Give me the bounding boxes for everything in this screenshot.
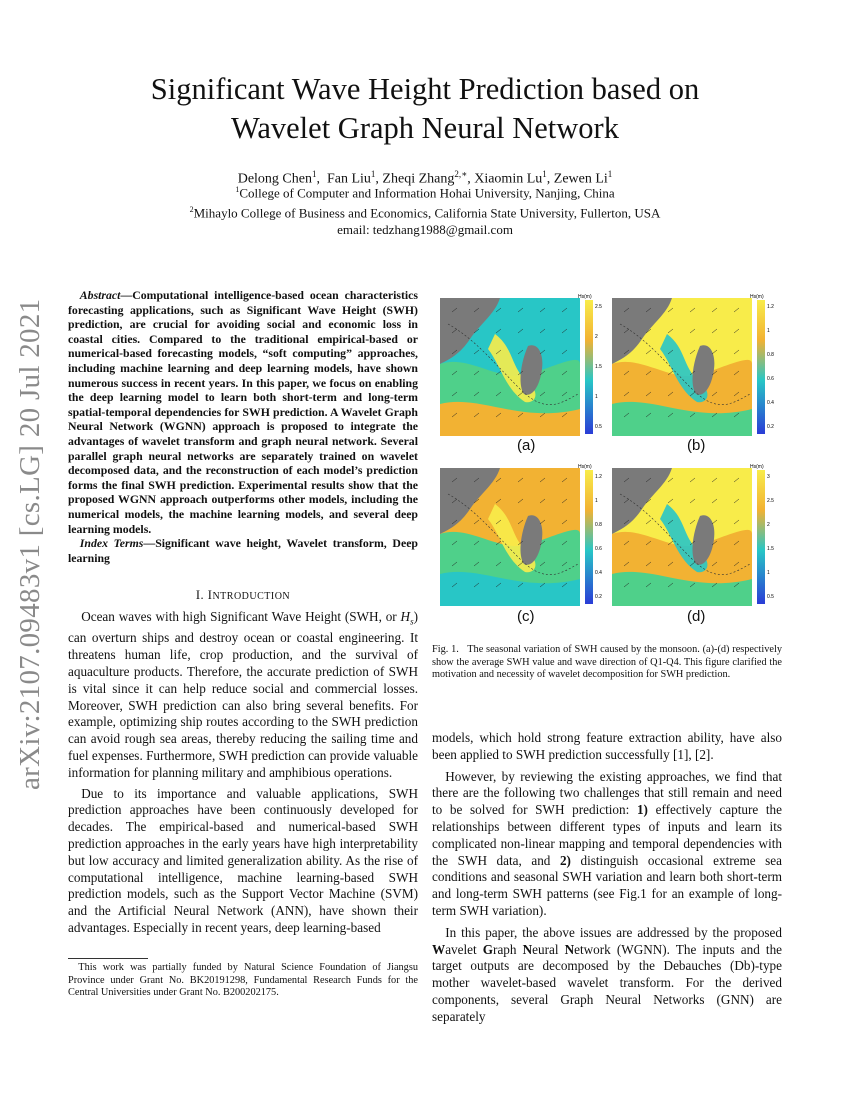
colorbar-tick-label: 0.6 (767, 376, 774, 382)
acronym-letter: N (522, 941, 533, 957)
colorbar-tick-label: 2.5 (595, 304, 602, 310)
colorbar-title: Hs(m) (578, 464, 592, 470)
colorbar-tick-label: 0.8 (767, 352, 774, 358)
section-title-cap: I (207, 588, 213, 602)
swh-map-panel (612, 464, 780, 606)
colorbar (757, 470, 765, 604)
colorbar-title: Hs(m) (578, 294, 592, 300)
abstract-paragraph (68, 288, 418, 536)
caption-text: The seasonal variation of SWH caused by the monsoon. (a)-(d) respectively show the average SWH value and wave direction of Q1-Q4. This figure clarified the motivation and necessity of wavelet decomposition for SWH prediction. (432, 644, 783, 681)
colorbar-tick-label: 0.4 (595, 570, 602, 576)
colorbar-tick-label: 0.5 (595, 424, 602, 430)
swh-map-panel (440, 464, 608, 606)
text-run: raph (493, 941, 523, 957)
enum-marker: 1) (636, 802, 648, 818)
index-terms-text: —Significant wave height, Wavelet transform, Deep learning (68, 536, 418, 565)
text-run: However, by reviewing the existing approaches, we find that there are the following two challenges that still remain and need to be solved for SWH prediction: (432, 768, 782, 818)
figure-caption (432, 644, 782, 682)
title-line-1: Significant Wave Height Prediction based on (150, 72, 700, 106)
author-affil-mark: 2,∗ (454, 169, 468, 179)
colorbar (585, 300, 593, 434)
swh-map (440, 464, 608, 606)
panel-label: (c) (517, 608, 535, 625)
text-run: Ocean waves with high Significant Wave Height (SWH, or (81, 609, 401, 624)
section-title-rest: NTRODUCTION (212, 591, 291, 602)
colorbar-title: Hs(m) (750, 464, 764, 470)
affiliation-2 (0, 205, 850, 221)
colorbar-tick-label: 1 (595, 498, 598, 504)
index-terms-lead: Index Terms (79, 536, 144, 551)
section-number: I. (195, 588, 205, 602)
author-list: Delong Chen$^1$, Fan Liu$^1$, Zheqi Zhang$^{2,∗}$, Xiaomin Lu$^1$, Zewen Li$^1$ (237, 169, 613, 187)
text-run: effectively capture the relationships between different types of inputs and learn its complicated non-linear mapping and temporal dependencies with the SWH data, and (432, 802, 782, 868)
affiliation-1 (0, 185, 850, 201)
text-run: distinguish occasional extreme sea conditions and seasonal SWH variation and learn both short-term and long-term SWH patterns (see Fig.1 for an example of long-term SWH variation). (432, 852, 782, 918)
index-terms (68, 536, 418, 565)
title-line-2: Wavelet Graph Neural Network (231, 111, 619, 145)
colorbar-tick-label: 1.2 (767, 304, 774, 310)
swh-map (612, 294, 780, 436)
colorbar-title: Hs(m) (750, 294, 764, 300)
contact-email: email: tedzhang1988@gmail.com (337, 222, 513, 237)
intro-paragraph-1 (68, 609, 418, 782)
colorbar (757, 300, 765, 434)
colorbar-tick-label: 1 (767, 328, 770, 334)
math-subscript: s (410, 616, 414, 627)
colorbar-tick-label: 0.8 (595, 522, 602, 528)
footnote-rule (68, 958, 148, 959)
intro-left-column (68, 609, 418, 941)
intro-paragraph-4 (432, 769, 782, 920)
acronym-letter: W (432, 941, 446, 957)
swh-map (440, 294, 608, 436)
intro-right-column (432, 730, 782, 1031)
arxiv-stamp: arXiv:2107.09483v1 [cs.LG] 20 Jul 2021 (14, 298, 46, 790)
panel-label: (b) (687, 437, 706, 454)
colorbar-tick-label: 0.2 (595, 594, 602, 600)
footnote-text: This work was partially funded by Natural Science Foundation of Jiangsu Province under Grant No. BK20191298, Fundamental Research Funds for the Central Universities under Grant No. B200202175. (68, 962, 418, 998)
colorbar (585, 470, 593, 604)
colorbar-tick-label: 1.5 (595, 364, 602, 370)
intro-paragraph-5 (432, 925, 782, 1026)
author-name: Delong Chen (237, 171, 312, 187)
author-name: Zewen Li (553, 171, 608, 187)
author-name: Fan Liu (326, 171, 371, 187)
author-name: Zheqi Zhang (382, 171, 455, 187)
colorbar-tick-label: 2.5 (767, 498, 774, 504)
colorbar-tick-label: 0.6 (595, 546, 602, 552)
colorbar-tick-label: 3 (767, 474, 770, 480)
author-name: Xiaomin Lu (474, 171, 543, 187)
abstract (68, 288, 418, 565)
colorbar-tick-label: 0.4 (767, 400, 774, 406)
colorbar-tick-label: 2 (767, 522, 770, 528)
panel-label: (d) (687, 608, 706, 625)
affil-mark: 2 (189, 205, 194, 214)
figure-1 (432, 292, 782, 632)
colorbar-tick-label: 0.5 (767, 594, 774, 600)
text-run: avelet (445, 941, 483, 957)
caption-label: Fig. 1. (432, 644, 459, 655)
acronym-letter: G (482, 941, 494, 957)
swh-map-panel (440, 294, 608, 436)
affiliation-text: Mihaylo College of Business and Economics, California State University, Fullerton, USA (193, 205, 661, 221)
colorbar-tick-label: 1 (595, 394, 598, 400)
colorbar-tick-label: 0.2 (767, 424, 774, 430)
text-run: (WGNN). The inputs and the target outputs are decomposed by the Debauches (Db)-type mother wavelet-based wavelet transform. For the derived components, several Graph Neural Networks (GNN) are separately (432, 941, 783, 1024)
paper-title (0, 70, 850, 148)
affil-mark: 1 (235, 185, 240, 194)
text-run: ) can overturn ships and destroy ocean or coastal engineering. It threatens human life, crop production, and the survival of aquaculture products. Therefore, the accurate prediction of SWH is vital since it can help reduce social and commercial losses. Moreover, SWH prediction can also bring several benefits. For example, optimizing ship routes according to the SWH prediction can avoid rough sea areas, thereby reducing the sailing time and fuel expenses. Furthermore, SWH prediction can provide valuable information for planning military and amphibious operations. (68, 609, 418, 780)
colorbar-tick-label: 1 (767, 570, 770, 576)
swh-map (612, 464, 780, 606)
math-symbol: H (400, 609, 411, 624)
enum-marker: 2) (559, 852, 571, 868)
panel-label: (a) (517, 437, 536, 454)
abstract-dash: — (120, 288, 133, 302)
swh-map-panel (612, 294, 780, 436)
author-affil-mark: 1 (311, 169, 317, 179)
text-run: etwork (574, 941, 611, 957)
intro-paragraph-2: Due to its importance and valuable applications, SWH prediction approaches have been continuously developed for decades. The empirical-based and numerical-based SWH prediction approaches in the early years have high interpretability but low accuracy and limited generalization ability. As the rise of computational intelligence, machine learning-based SWH prediction models, such as the Support Vector Machine (SVM) and the Artificial Neural Network (ANN), have shown their advantages. Especially in recent years, deep learning-based (68, 785, 418, 935)
author-affil-mark: 1 (542, 169, 547, 179)
footnote (68, 962, 418, 1000)
abstract-text: Computational intelligence-based ocean characteristics forecasting applications, such as Significant Wave Height (SWH) prediction, are crucial for avoiding social and economic loss in coastal cities. Compared to the traditional empirical-based or numerical-based forecasting models, “soft computing” approaches, including machine learning and deep learning models, have shown numerous success in recent years. In this paper, we focus on enabling the deep learning model to learn both short-term and long-term spatial-temporal dependencies for SWH prediction. A Wavelet Graph Neural Network (WGNN) approach is proposed to integrate the advantages of wavelet transform and graph neural network. Several parallel graph neural networks are separately trained on wavelet decomposed data, and the reconstruction of each model’s prediction forms the final SWH prediction. Experimental results show that the proposed WGNN approach outperforms other models, including the numerical models, the machine learning models, and several deep learning models. (68, 288, 418, 536)
author-affil-mark: 1 (370, 169, 376, 179)
affiliation-text: College of Computer and Information Hohai University, Nanjing, China (239, 185, 615, 201)
colorbar-tick-label: 1.5 (767, 546, 774, 552)
section-heading (68, 588, 418, 603)
text-run: eural (532, 941, 565, 957)
author-affil-mark: 1 (607, 169, 613, 179)
colorbar-tick-label: 1.2 (595, 474, 602, 480)
colorbar-tick-label: 2 (595, 334, 598, 340)
text-run: In this paper, the above issues are addressed by the proposed (445, 924, 782, 940)
intro-paragraph-3: models, which hold strong feature extraction ability, have also been applied to SWH prediction successfully [1], [2]. (432, 730, 782, 762)
abstract-lead: Abstract (79, 288, 121, 302)
acronym-letter: N (564, 941, 575, 957)
